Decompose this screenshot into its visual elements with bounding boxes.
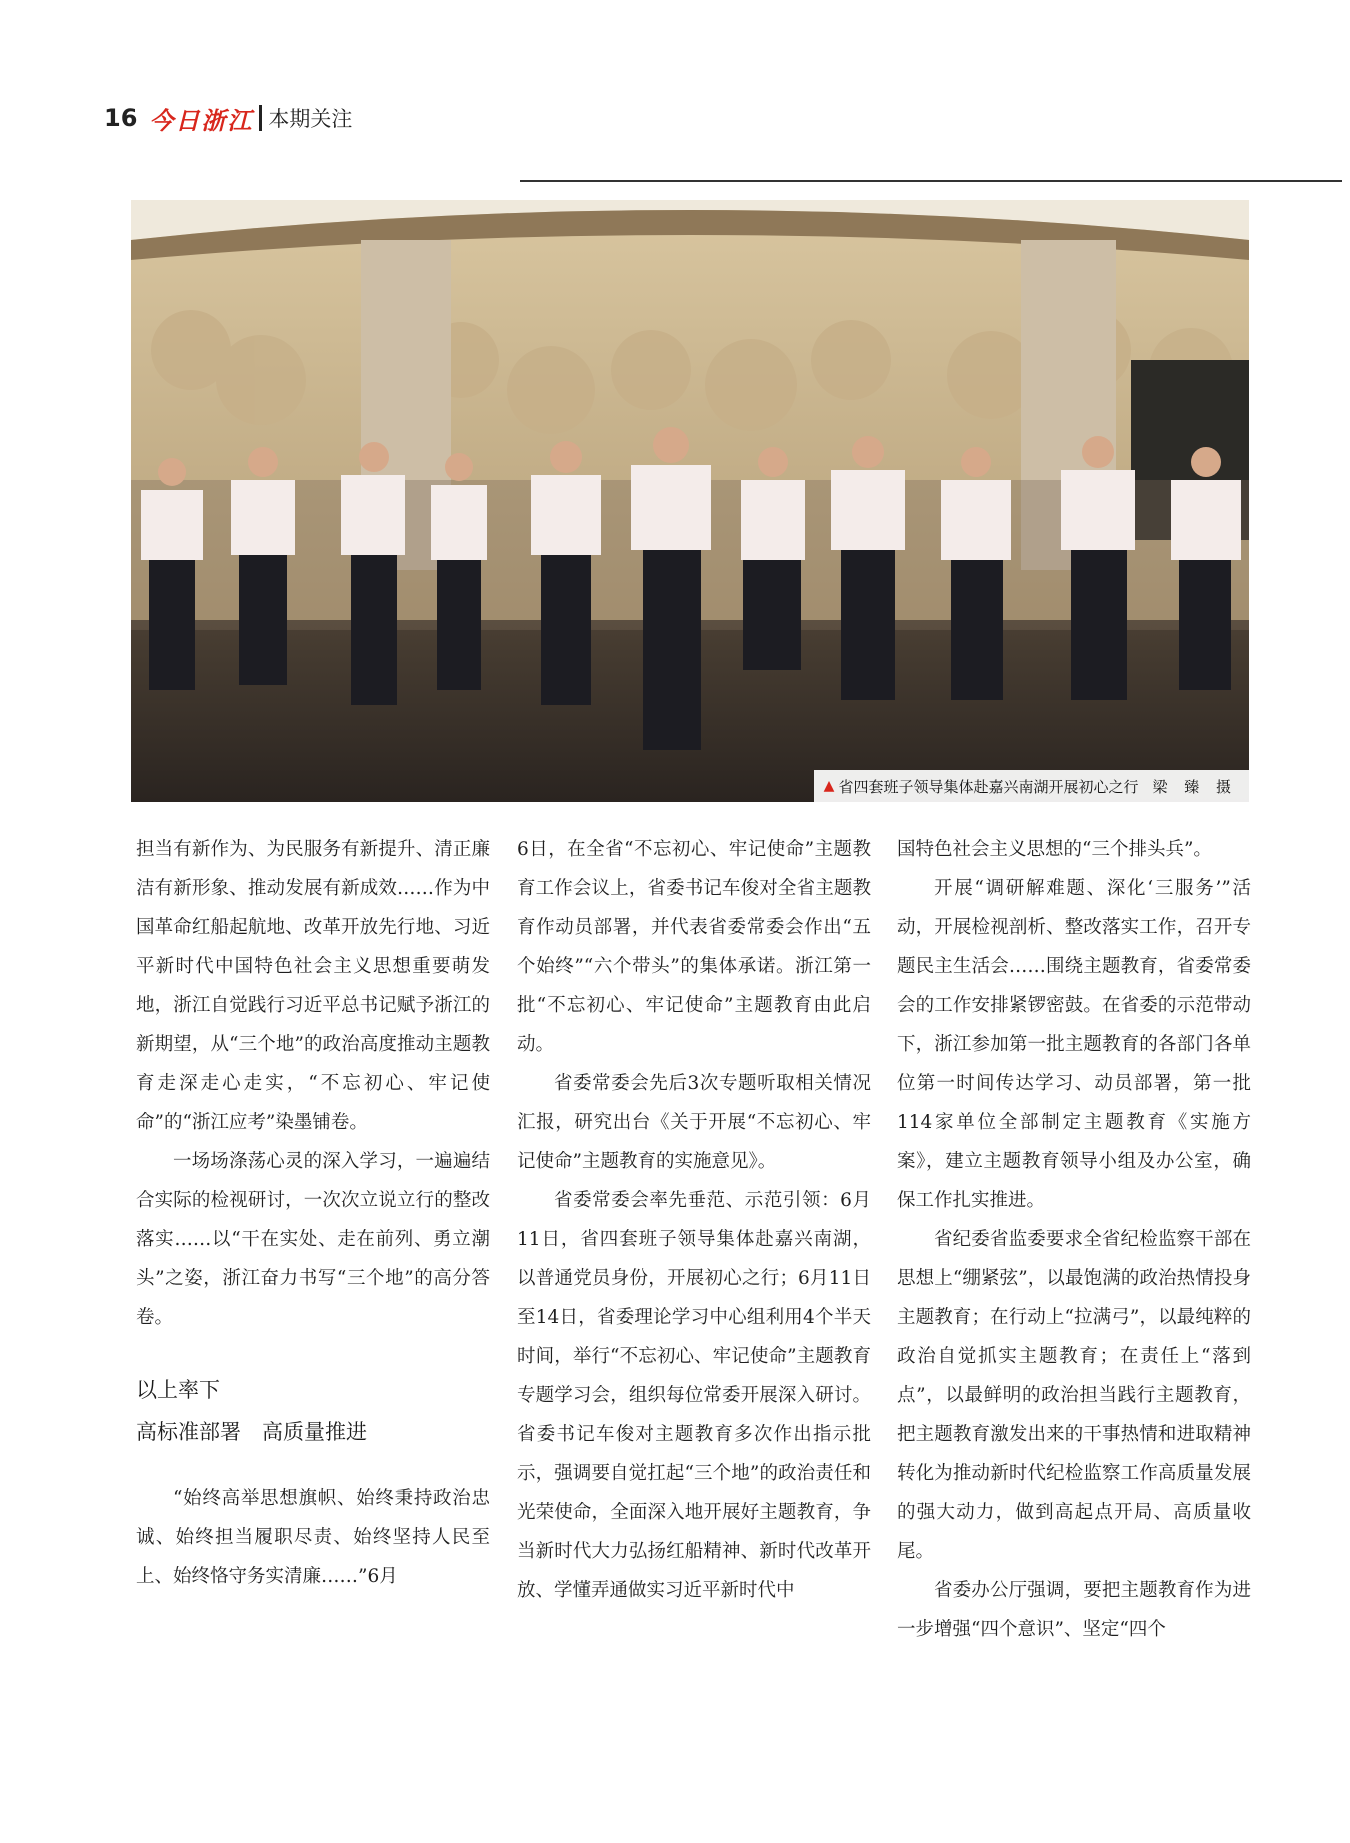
caption-text: 省四套班子领导集体赴嘉兴南湖开展初心之行 <box>838 777 1139 796</box>
news-photo <box>131 200 1249 802</box>
magazine-logo: 今日浙江 <box>149 105 254 135</box>
photo-image <box>131 200 1249 802</box>
paragraph: “始终高举思想旗帜、始终秉持政治忠诚、始终担当履职尽责、始终坚持人民至上、始终恪守务实清廉……”6月 <box>136 1488 490 1587</box>
paragraph: 省委常委会先后3次专题听取相关情况汇报，研究出台《关于开展“不忘初心、牢记使命”主题教育的实施意见》。 <box>517 1073 871 1172</box>
paragraph: 省委常委会率先垂范、示范引领：6月11日，省四套班子领导集体赴嘉兴南湖，以普通党员身份，开展初心之行；6月11日至14日，省委理论学习中心组利用4个半天时间，举行“不忘初心、牢记使命”主题教育专题学习会，组织每位常委开展深入研讨。省委书记车俊对主题教育多次作出指示批示，强调要自觉扛起“三个地”的政治责任和光荣使命，全面深入地开展好主题教育，争当新时代大力弘扬红船精神、新时代改革开放、学懂弄通做实习近平新时代中 <box>517 1190 871 1601</box>
article-column-2 <box>517 830 871 1610</box>
paragraph: 一场场涤荡心灵的深入学习，一遍遍结合实际的检视研讨，一次次立说立行的整改落实……以“干在实处、走在前列、勇立潮头”之姿，浙江奋力书写“三个地”的高分答卷。 <box>136 1151 490 1328</box>
paragraph: 国特色社会主义思想的“三个排头兵”。 <box>897 839 1212 860</box>
header-divider <box>259 105 262 131</box>
article-column-3 <box>897 830 1251 1649</box>
photo-caption <box>814 770 1249 802</box>
paragraph: 省纪委省监委要求全省纪检监察干部在思想上“绷紧弦”，以最饱满的政治热情投身主题教育；在行动上“拉满弓”，以最纯粹的政治自觉抓实主题教育；在责任上“落到点”，以最鲜明的政治担当践行主题教育，把主题教育激发出来的干事热情和进取精神转化为推动新时代纪检监察工作高质量发展的强大动力，做到高起点开局、高质量收尾。 <box>897 1229 1251 1562</box>
page-header <box>104 100 352 136</box>
section-subhead-secondary: 高标准部署 高质量推进 <box>136 1420 367 1444</box>
article-column-1 <box>136 830 490 1596</box>
paragraph: 担当有新作为、为民服务有新提升、清正廉洁有新形象、推动发展有新成效……作为中国革命红船起航地、改革开放先行地、习近平新时代中国特色社会主义思想重要萌发地，浙江自觉践行习近平总书记赋予浙江的新期望，从“三个地”的政治高度推动主题教育走深走心走实，“不忘初心、牢记使命”的“浙江应考”染墨铺卷。 <box>136 839 490 1133</box>
page-number: 16 <box>104 104 138 132</box>
paragraph: 6日，在全省“不忘初心、牢记使命”主题教育工作会议上，省委书记车俊对全省主题教育作动员部署，并代表省委常委会作出“五个始终”“六个带头”的集体承诺。浙江第一批“不忘初心、牢记使命”主题教育由此启动。 <box>517 839 871 1055</box>
section-title: 本期关注 <box>268 107 353 131</box>
header-rule <box>520 180 1342 182</box>
paragraph: 省委办公厅强调，要把主题教育作为进一步增强“四个意识”、坚定“四个 <box>897 1580 1251 1640</box>
caption-triangle-icon: ▲ <box>823 778 835 794</box>
photo-credit: 梁 臻 摄 <box>1152 777 1237 796</box>
section-subhead: 以上率下 <box>136 1378 220 1402</box>
paragraph: 开展“调研解难题、深化‘三服务’”活动，开展检视剖析、整改落实工作，召开专题民主生活会……围绕主题教育，省委常委会的工作安排紧锣密鼓。在省委的示范带动下，浙江参加第一批主题教育的各部门各单位第一时间传达学习、动员部署，第一批114家单位全部制定主题教育《实施方案》，建立主题教育领导小组及办公室，确保工作扎实推进。 <box>897 878 1251 1211</box>
